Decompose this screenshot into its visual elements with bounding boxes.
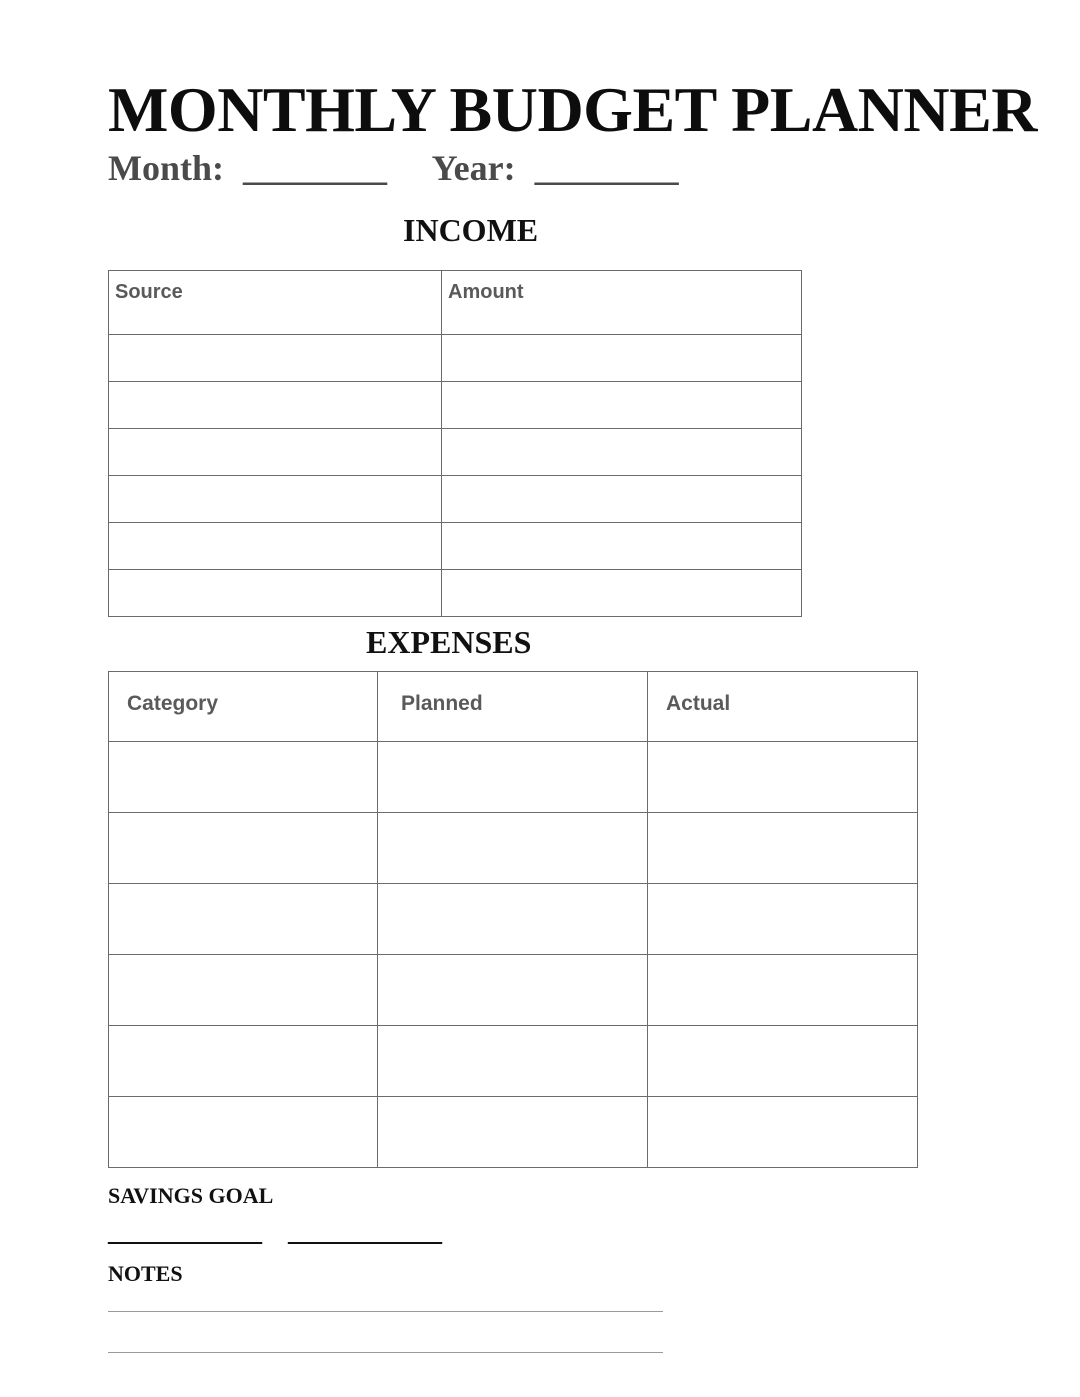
income-row (109, 476, 802, 523)
income-source-cell[interactable] (109, 523, 442, 570)
expense-planned-cell[interactable] (378, 813, 648, 884)
income-amount-cell[interactable] (442, 523, 802, 570)
expense-actual-cell[interactable] (648, 955, 918, 1026)
income-source-cell[interactable] (109, 476, 442, 523)
expense-actual-cell[interactable] (648, 1026, 918, 1097)
expenses-col-category: Category (109, 672, 378, 742)
expense-category-cell[interactable] (109, 955, 378, 1026)
income-row (109, 570, 802, 617)
year-field[interactable]: ________ (534, 148, 679, 188)
expense-actual-cell[interactable] (648, 884, 918, 955)
expense-category-cell[interactable] (109, 1026, 378, 1097)
savings-goal-field-1[interactable]: ___________ (108, 1216, 262, 1247)
savings-goal-fields (108, 1218, 442, 1246)
income-amount-cell[interactable] (442, 570, 802, 617)
income-amount-cell[interactable] (442, 382, 802, 429)
income-row (109, 335, 802, 382)
income-source-cell[interactable] (109, 382, 442, 429)
income-source-cell[interactable] (109, 335, 442, 382)
year-label: Year: (431, 148, 516, 188)
expense-row (109, 884, 918, 955)
income-table (108, 270, 802, 617)
expense-row (109, 955, 918, 1026)
expenses-heading: EXPENSES (366, 624, 532, 660)
income-amount-cell[interactable] (442, 429, 802, 476)
expenses-table (108, 671, 918, 1168)
month-field[interactable]: ________ (243, 148, 387, 188)
expense-category-cell[interactable] (109, 742, 378, 813)
expense-row (109, 1026, 918, 1097)
savings-goal-field-2[interactable]: ___________ (288, 1216, 442, 1247)
month-label: Month: (108, 148, 224, 188)
income-heading: INCOME (403, 212, 539, 248)
income-col-source: Source (109, 271, 442, 335)
income-source-cell[interactable] (109, 429, 442, 476)
expenses-header-row (109, 672, 918, 742)
page-title: MONTHLY BUDGET PLANNER (108, 74, 1037, 145)
notes-line[interactable] (108, 1311, 663, 1312)
expense-planned-cell[interactable] (378, 955, 648, 1026)
expense-planned-cell[interactable] (378, 742, 648, 813)
income-source-cell[interactable] (109, 570, 442, 617)
date-row (108, 146, 679, 190)
expenses-col-actual: Actual (648, 672, 918, 742)
expense-category-cell[interactable] (109, 813, 378, 884)
notes-label: NOTES (108, 1261, 183, 1286)
expense-actual-cell[interactable] (648, 813, 918, 884)
expense-category-cell[interactable] (109, 1097, 378, 1168)
expense-row (109, 742, 918, 813)
income-col-amount: Amount (442, 271, 802, 335)
expense-planned-cell[interactable] (378, 1097, 648, 1168)
savings-goal-label: SAVINGS GOAL (108, 1183, 274, 1208)
expense-planned-cell[interactable] (378, 884, 648, 955)
income-amount-cell[interactable] (442, 476, 802, 523)
income-row (109, 523, 802, 570)
income-row (109, 429, 802, 476)
notes-line[interactable] (108, 1352, 663, 1353)
income-row (109, 382, 802, 429)
expense-row (109, 1097, 918, 1168)
expense-category-cell[interactable] (109, 884, 378, 955)
expense-planned-cell[interactable] (378, 1026, 648, 1097)
expense-row (109, 813, 918, 884)
income-header-row (109, 271, 802, 335)
expense-actual-cell[interactable] (648, 1097, 918, 1168)
income-amount-cell[interactable] (442, 335, 802, 382)
expense-actual-cell[interactable] (648, 742, 918, 813)
expenses-col-planned: Planned (378, 672, 648, 742)
